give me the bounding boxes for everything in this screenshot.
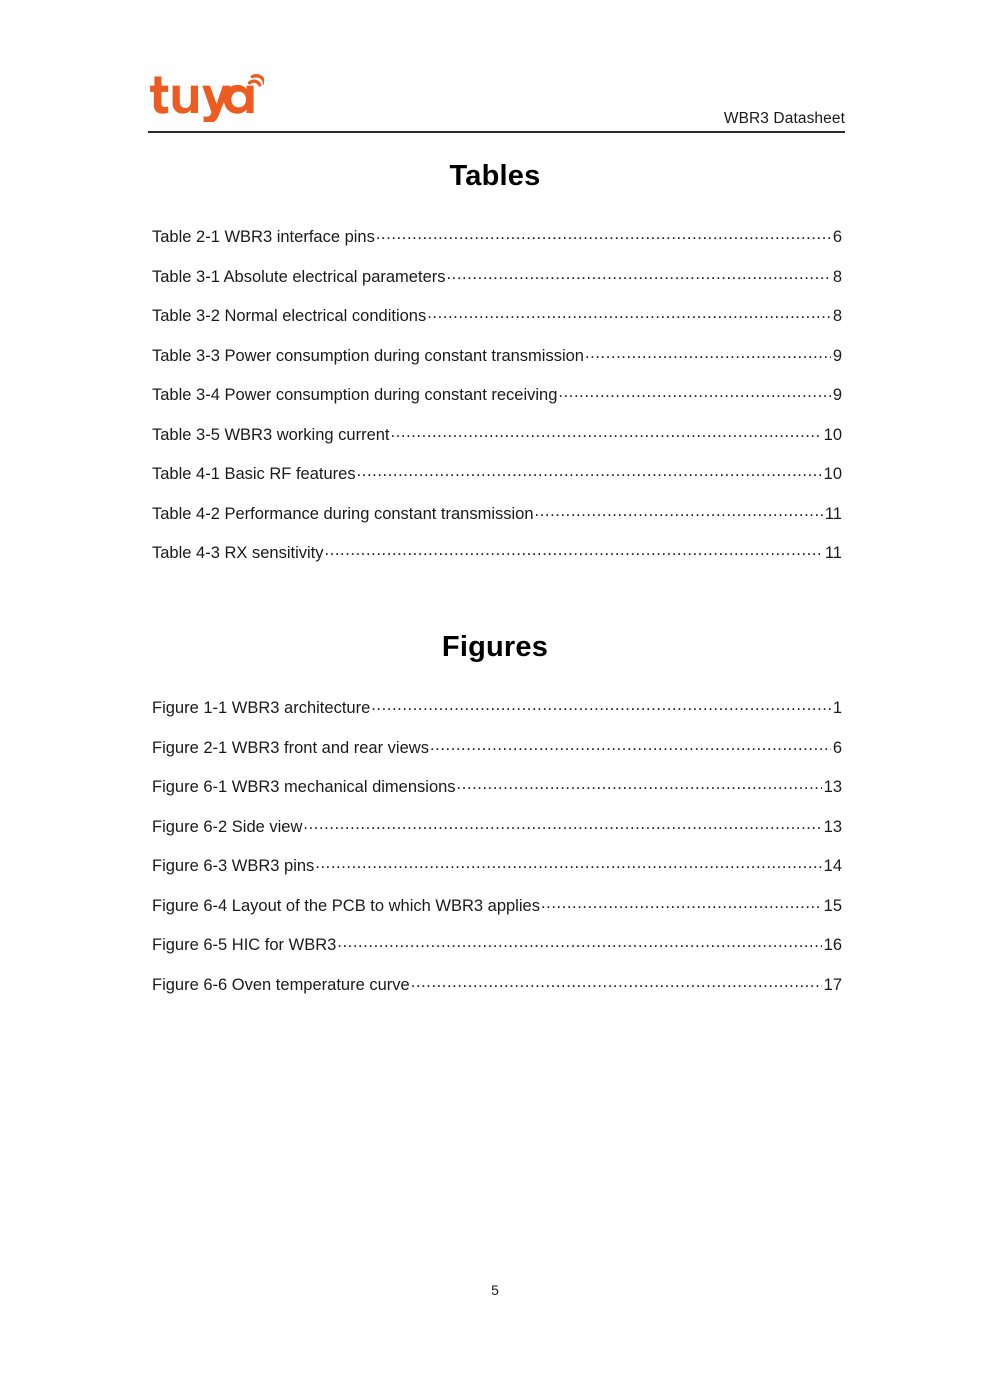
toc-entry-label: Figure 1-1 WBR3 architecture xyxy=(152,699,371,717)
toc-entry-label: Table 3-5 WBR3 working current xyxy=(152,425,390,444)
header-document-title: WBR3 Datasheet xyxy=(723,109,845,127)
dot-leader xyxy=(303,816,821,832)
toc-entry-page: 10 xyxy=(823,465,842,483)
tuya-logo xyxy=(148,70,264,122)
list-item[interactable] xyxy=(152,463,842,503)
dot-leader xyxy=(315,855,821,871)
list-item[interactable] xyxy=(152,542,842,582)
toc-entry-label: Figure 6-6 Oven temperature curve xyxy=(152,975,410,994)
toc-entry-label: Table 4-2 Performance during constant transmission xyxy=(152,504,534,523)
dot-leader xyxy=(357,463,822,479)
dot-leader xyxy=(535,503,823,519)
list-item[interactable] xyxy=(152,305,842,345)
toc-entry-page: 14 xyxy=(823,857,842,875)
figures-toc-list xyxy=(152,697,842,1013)
dot-leader xyxy=(447,266,831,282)
toc-entry-label: Figure 6-5 HIC for WBR3 xyxy=(152,936,337,954)
list-item[interactable] xyxy=(152,384,842,424)
list-item[interactable] xyxy=(152,776,842,816)
header-divider-rule xyxy=(148,131,845,133)
dot-leader xyxy=(558,384,830,400)
list-item[interactable] xyxy=(152,974,842,1014)
toc-entry-page: 13 xyxy=(823,817,842,836)
toc-entry-label: Table 2-1 WBR3 interface pins xyxy=(152,228,375,246)
toc-entry-page: 8 xyxy=(832,267,842,286)
toc-entry-label: Figure 6-1 WBR3 mechanical dimensions xyxy=(152,778,456,796)
toc-entry-page: 11 xyxy=(824,544,842,562)
list-item[interactable] xyxy=(152,737,842,777)
toc-entry-label: Table 3-4 Power consumption during constant receiving xyxy=(152,386,558,404)
tables-toc-list xyxy=(152,226,842,582)
toc-entry-label: Figure 6-2 Side view xyxy=(152,817,303,836)
toc-entry-label: Figure 6-3 WBR3 pins xyxy=(152,857,315,875)
list-item[interactable] xyxy=(152,424,842,464)
toc-entry-page: 13 xyxy=(823,778,842,796)
dot-leader xyxy=(541,895,822,911)
dot-leader xyxy=(337,934,821,950)
section-heading-figures: Figures xyxy=(441,631,549,663)
toc-entry-label: Table 4-3 RX sensitivity xyxy=(152,544,324,562)
dot-leader xyxy=(376,226,831,242)
page-number: 5 xyxy=(491,1282,499,1298)
toc-entry-page: 1 xyxy=(832,699,842,717)
dot-leader xyxy=(457,776,822,792)
list-item[interactable] xyxy=(152,503,842,543)
section-heading-tables: Tables xyxy=(449,160,541,192)
list-item[interactable] xyxy=(152,895,842,935)
toc-entry-page: 17 xyxy=(823,975,842,994)
toc-entry-page: 6 xyxy=(832,228,842,246)
dot-leader xyxy=(371,697,831,713)
toc-entry-label: Figure 6-4 Layout of the PCB to which WBR3 applies xyxy=(152,896,540,915)
list-item[interactable] xyxy=(152,816,842,856)
toc-entry-page: 9 xyxy=(832,386,842,404)
dot-leader xyxy=(391,424,822,440)
list-item[interactable] xyxy=(152,697,842,737)
toc-entry-page: 16 xyxy=(823,936,842,954)
toc-entry-page: 11 xyxy=(824,504,842,523)
toc-entry-label: Table 3-3 Power consumption during constant transmission xyxy=(152,346,584,365)
dot-leader xyxy=(430,737,831,753)
list-item[interactable] xyxy=(152,226,842,266)
toc-entry-label: Table 4-1 Basic RF features xyxy=(152,465,356,483)
list-item[interactable] xyxy=(152,934,842,974)
toc-entry-label: Table 3-1 Absolute electrical parameters xyxy=(152,267,446,286)
toc-entry-page: 8 xyxy=(832,307,842,325)
toc-entry-label: Table 3-2 Normal electrical conditions xyxy=(152,307,427,325)
dot-leader xyxy=(325,542,823,558)
page-header xyxy=(148,60,845,134)
list-item[interactable] xyxy=(152,266,842,306)
toc-entry-page: 9 xyxy=(832,346,842,365)
dot-leader xyxy=(585,345,831,361)
toc-entry-label: Figure 2-1 WBR3 front and rear views xyxy=(152,738,429,757)
toc-entry-page: 6 xyxy=(832,738,842,757)
toc-entry-page: 10 xyxy=(823,425,842,444)
list-item[interactable] xyxy=(152,855,842,895)
toc-entry-page: 15 xyxy=(823,896,842,915)
dot-leader xyxy=(411,974,822,990)
list-item[interactable] xyxy=(152,345,842,385)
dot-leader xyxy=(427,305,831,321)
